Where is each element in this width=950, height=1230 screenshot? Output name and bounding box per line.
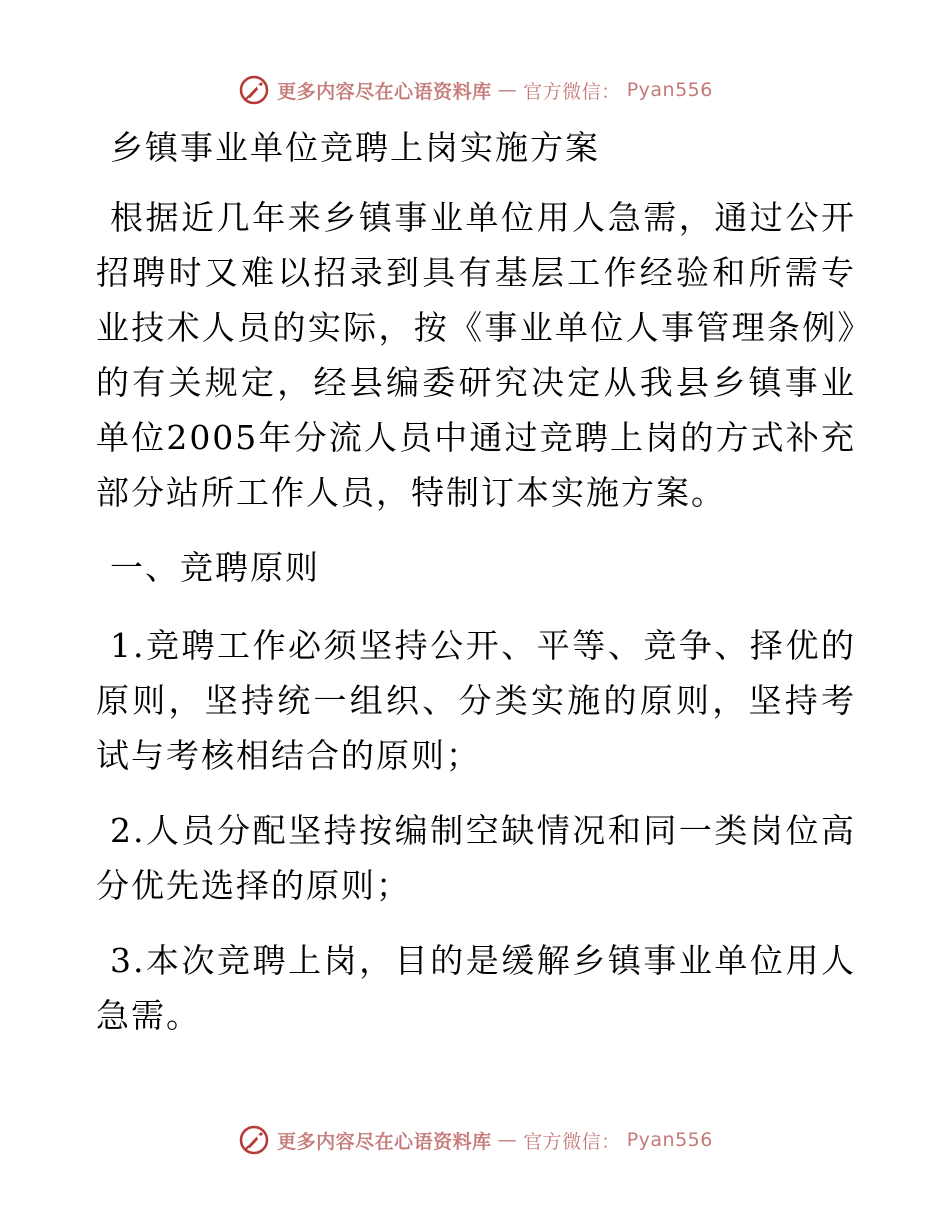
section-heading: 一、竞聘原则	[110, 548, 320, 587]
footer-wechat-id: Pyan556	[626, 1129, 713, 1151]
footer-dash: —	[497, 1129, 518, 1151]
principle-item-1: 1.竞聘工作必须坚持公开、平等、竞争、择优的原则，坚持统一组织、分类实施的原则，坚持考试与考核相结合的原则；	[96, 626, 856, 775]
quill-logo-icon	[237, 73, 271, 107]
banner-wechat-id: Pyan556	[626, 79, 713, 101]
banner-dash: —	[497, 79, 518, 101]
document-body	[96, 120, 856, 1043]
header-watermark-banner	[0, 68, 950, 112]
footer-official-label: 官方微信：	[523, 1130, 621, 1153]
principle-item-3: 3.本次竞聘上岗，目的是缓解乡镇事业单位用人急需。	[96, 941, 856, 1035]
principle-item-2: 2.人员分配坚持按编制空缺情况和同一类岗位高分优先选择的原则；	[96, 811, 856, 905]
footer-watermark-banner	[0, 1118, 950, 1162]
banner-official-label: 官方微信：	[523, 80, 621, 103]
footer-lead-text: 更多内容尽在心语资料库	[277, 1130, 492, 1153]
banner-lead-text: 更多内容尽在心语资料库	[277, 80, 492, 103]
intro-paragraph: 根据近几年来乡镇事业单位用人急需，通过公开招聘时又难以招录到具有基层工作经验和所需专业技术人员的实际，按《事业单位人事管理条例》的有关规定，经县编委研究决定从我县乡镇事业单位2005年分流人员中通过竞聘上岗的方式补充部分站所工作人员，特制订本实施方案。	[96, 198, 856, 512]
document-title: 乡镇事业单位竞聘上岗实施方案	[110, 128, 600, 167]
quill-logo-icon	[237, 1123, 271, 1157]
